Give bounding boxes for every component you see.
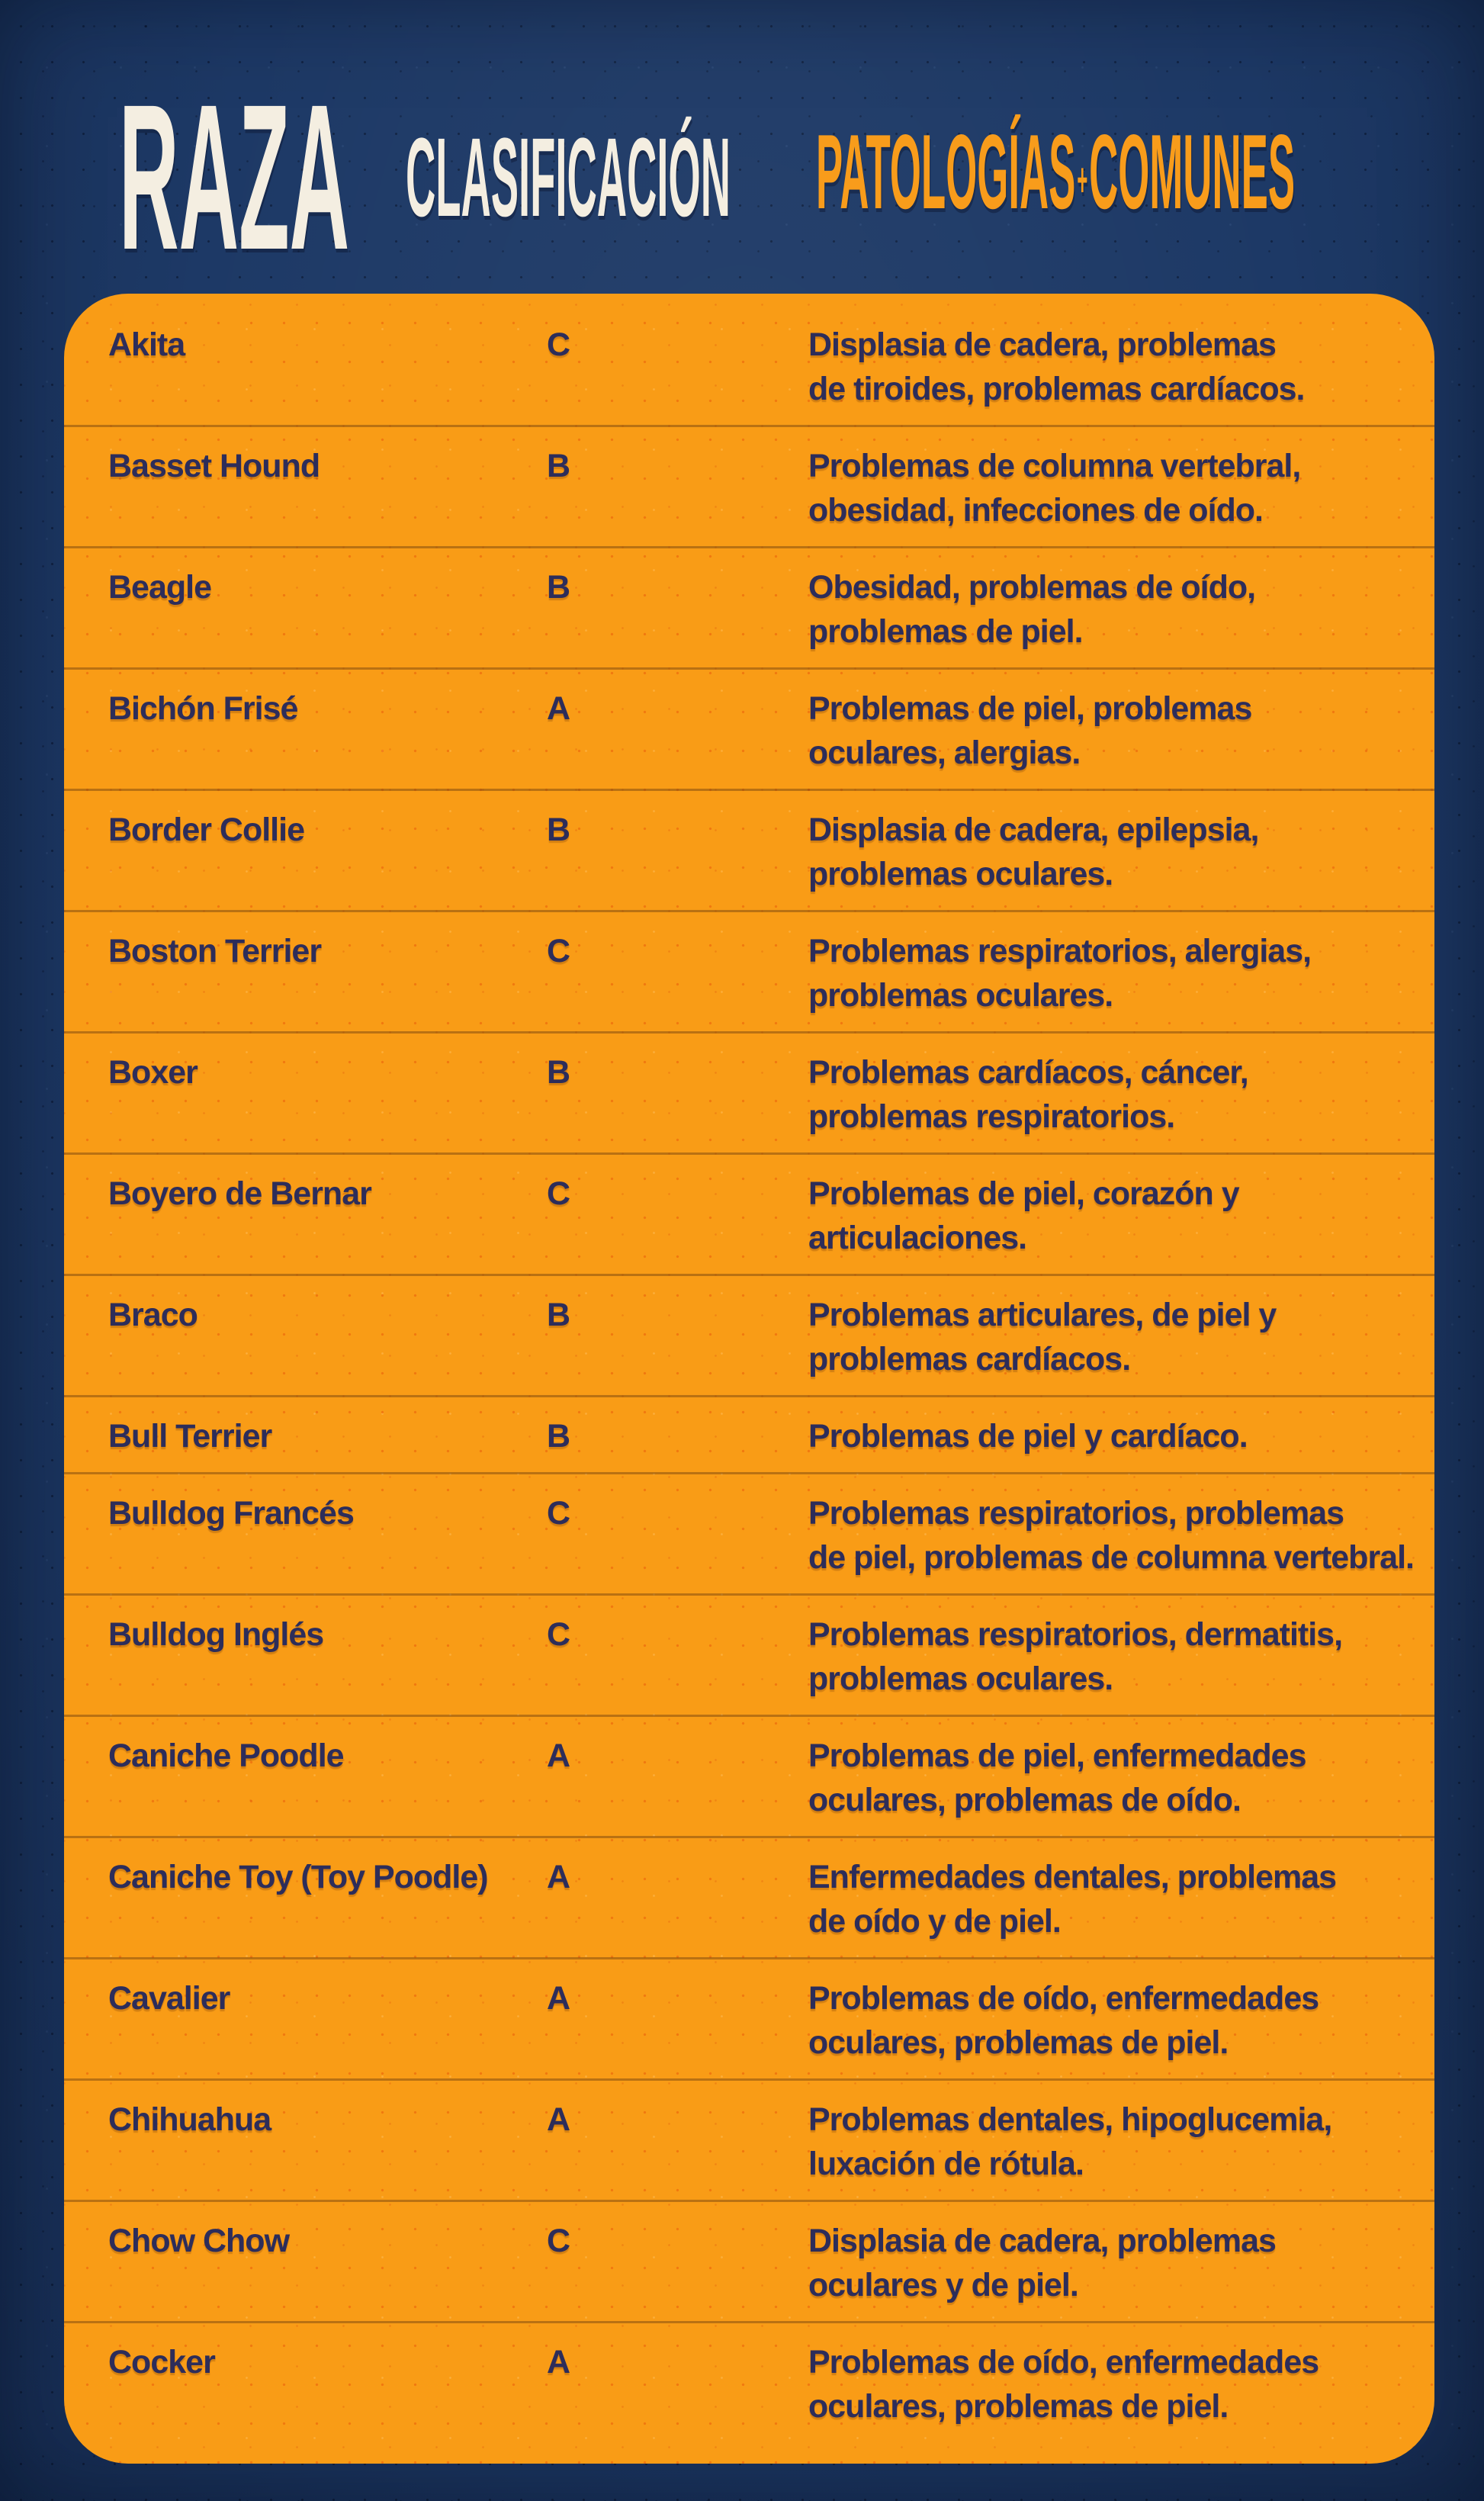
pathology-line: Problemas de oído, enfermedades [808,1980,1319,2017]
breed-cell: Chihuahua [108,2101,271,2138]
pathology-line: Problemas de piel y cardíaco. [808,1418,1248,1455]
pathology-line: luxación de rótula. [808,2146,1084,2182]
breed-cell: Caniche Toy (Toy Poodle) [108,1859,488,1895]
pathology-line: Problemas de piel, corazón y [808,1175,1239,1212]
pathologies-cell [808,1491,1416,1580]
breed-cell: Bulldog Inglés [108,1616,324,1653]
table-row [64,667,1434,789]
pathologies-cell [808,1734,1416,1822]
pathologies-cell [808,686,1416,775]
pathologies-cell [808,1172,1416,1260]
pathology-line: Problemas dentales, hipoglucemia, [808,2101,1332,2138]
pathology-line: Enfermedades dentales, problemas [808,1859,1337,1895]
column-header-patologias [816,113,1296,231]
pathologies-cell [808,1855,1416,1943]
classification-cell: C [547,933,570,969]
table-row [64,546,1434,667]
table-row [64,306,1434,425]
classification-cell: A [547,1738,570,1774]
pathology-line: articulaciones. [808,1220,1027,1256]
breed-cell: Bulldog Francés [108,1495,354,1532]
pathologies-cell [808,808,1416,896]
table-row [64,1395,1434,1472]
pathology-line: Problemas de piel, enfermedades [808,1738,1306,1774]
table-row [64,1472,1434,1593]
classification-cell: A [547,2344,570,2380]
pathology-line: de oído y de piel. [808,1903,1061,1940]
pathologies-cell [808,2219,1416,2307]
breed-cell: Braco [108,1297,198,1333]
pathology-line: Displasia de cadera, epilepsia, [808,812,1259,848]
breed-cell: Bichón Frisé [108,690,298,727]
pathologies-cell [808,1293,1416,1381]
classification-cell: C [547,1495,570,1532]
column-header-clasificacion: CLASIFICACIÓN [406,115,731,240]
pathology-line: problemas oculares. [808,856,1113,892]
pathology-line: problemas cardíacos. [808,1341,1131,1377]
table-row [64,1715,1434,1836]
pathology-line: oculares, problemas de piel. [808,2388,1229,2425]
breed-cell: Cavalier [108,1980,230,2017]
breed-cell: Beagle [108,569,212,606]
classification-cell: B [547,569,570,606]
plus-sign: + [1077,153,1088,207]
classification-cell: B [547,1054,570,1091]
pathology-line: problemas oculares. [808,977,1113,1014]
table-row [64,425,1434,546]
pathologies-cell [808,323,1416,411]
classification-cell: B [547,448,570,484]
patologias-word1: PATOLOGÍAS [816,113,1076,231]
pathology-line: oculares, problemas de piel. [808,2024,1229,2061]
pathology-line: Problemas de piel, problemas [808,690,1252,727]
breed-cell: Akita [108,326,185,363]
table-row [64,910,1434,1031]
pathology-line: Problemas de oído, enfermedades [808,2344,1319,2380]
pathology-line: Problemas de columna vertebral, [808,448,1301,484]
breed-cell: Chow Chow [108,2223,290,2259]
table-row [64,1957,1434,2078]
breed-cell: Boyero de Bernar [108,1175,371,1212]
classification-cell: A [547,1859,570,1895]
classification-cell: B [547,1418,570,1455]
pathologies-cell [808,2340,1416,2429]
table-row [64,1031,1434,1152]
pathology-line: problemas respiratorios. [808,1098,1175,1135]
breed-cell: Boston Terrier [108,933,322,969]
table-row [64,2321,1434,2442]
table-row [64,1274,1434,1395]
pathology-line: Problemas cardíacos, cáncer, [808,1054,1248,1091]
breed-cell: Border Collie [108,812,304,848]
classification-cell: A [547,690,570,727]
pathology-line: de piel, problemas de columna vertebral. [808,1539,1414,1576]
column-header-raza: RAZA [119,61,350,293]
pathologies-cell [808,1414,1416,1458]
classification-cell: A [547,2101,570,2138]
pathologies-cell [808,1976,1416,2065]
pathology-line: oculares, problemas de oído. [808,1782,1241,1818]
classification-cell: B [547,812,570,848]
breed-cell: Bull Terrier [108,1418,272,1455]
pathologies-cell [808,565,1416,654]
pathology-line: oculares, alergias. [808,735,1081,771]
classification-cell: C [547,1175,570,1212]
classification-cell: A [547,1980,570,2017]
table-row [64,1152,1434,1274]
pathology-line: Problemas respiratorios, alergias, [808,933,1312,969]
table-row [64,1593,1434,1715]
pathology-line: Problemas articulares, de piel y [808,1297,1277,1333]
breed-cell: Basset Hound [108,448,320,484]
classification-cell: C [547,2223,570,2259]
pathologies-cell [808,1050,1416,1139]
breed-cell: Caniche Poodle [108,1738,344,1774]
table-row [64,2078,1434,2200]
classification-cell: B [547,1297,570,1333]
breeds-table [64,294,1434,2464]
classification-cell: C [547,326,570,363]
table-row [64,789,1434,910]
pathology-line: Displasia de cadera, problemas [808,2223,1276,2259]
pathology-line: Obesidad, problemas de oído, [808,569,1256,606]
breed-cell: Cocker [108,2344,215,2380]
pathologies-cell [808,1612,1416,1701]
pathologies-cell [808,2098,1416,2186]
pathology-line: problemas de piel. [808,613,1083,650]
pathology-line: Displasia de cadera, problemas [808,326,1276,363]
table-row [64,1836,1434,1957]
pathologies-cell [808,444,1416,532]
pathology-line: obesidad, infecciones de oído. [808,492,1263,529]
pathology-line: Problemas respiratorios, problemas [808,1495,1344,1532]
breed-cell: Boxer [108,1054,198,1091]
pathology-line: de tiroides, problemas cardíacos. [808,371,1305,407]
pathology-line: problemas oculares. [808,1660,1113,1697]
pathology-line: Problemas respiratorios, dermatitis, [808,1616,1343,1653]
pathologies-cell [808,929,1416,1017]
patologias-word2: COMUNES [1089,113,1296,231]
classification-cell: C [547,1616,570,1653]
pathology-line: oculares y de piel. [808,2267,1078,2303]
table-row [64,2200,1434,2321]
